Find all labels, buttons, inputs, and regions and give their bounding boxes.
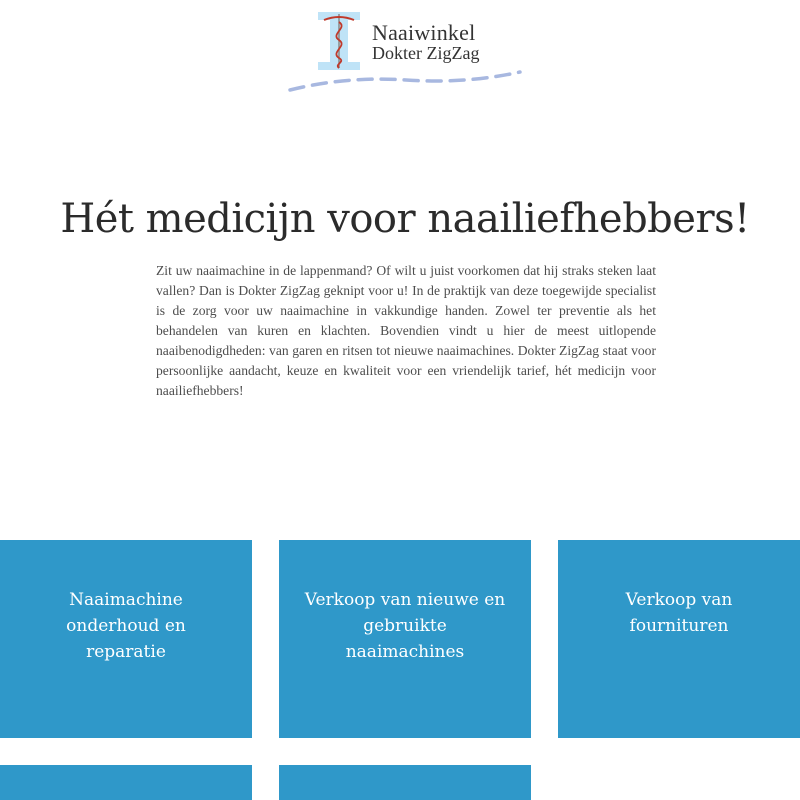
service-tile-notions[interactable]	[558, 540, 800, 738]
caduceus-needle-icon	[318, 12, 360, 70]
service-tile-machines[interactable]	[279, 540, 531, 738]
zigzag-stitch-decoration	[286, 70, 526, 100]
service-tile-4[interactable]	[0, 765, 252, 800]
service-tile-repair[interactable]	[0, 540, 252, 738]
service-tile-label: Naaimachine onderhoud en reparatie	[66, 590, 186, 662]
service-tile-label: Verkoop van fournituren	[625, 590, 733, 636]
service-tile-5[interactable]	[279, 765, 531, 800]
service-tile-label: Verkoop van nieuwe en gebruikte naaimachines	[304, 590, 506, 662]
intro-paragraph: Zit uw naaimachine in de lappenmand? Of wilt u juist voorkomen dat hij straks steken laat vallen? Dan is Dokter ZigZag geknipt voor u! In de praktijk van deze toegewijde specialist is de zorg voor uw naaimachine in vakkundige handen. Zowel ter preventie als het behandelen van kuren en klachten. Bovendien vindt u hier de meest uitlopende naaibenodigdheden: van garen en ritsen tot nieuwe naaimachines. Dokter ZigZag staat voor persoonlijke aandacht, keuze en kwaliteit voor een vriendelijk tarief, hét medicijn voor naailiefhebbers!	[156, 263, 656, 398]
logo-subtitle: Dokter ZigZag	[372, 43, 480, 63]
page-title: Hét medicijn voor naailiefhebbers!	[60, 196, 750, 242]
logo-title: Naaiwinkel	[372, 20, 476, 45]
site-logo[interactable]	[286, 10, 526, 100]
